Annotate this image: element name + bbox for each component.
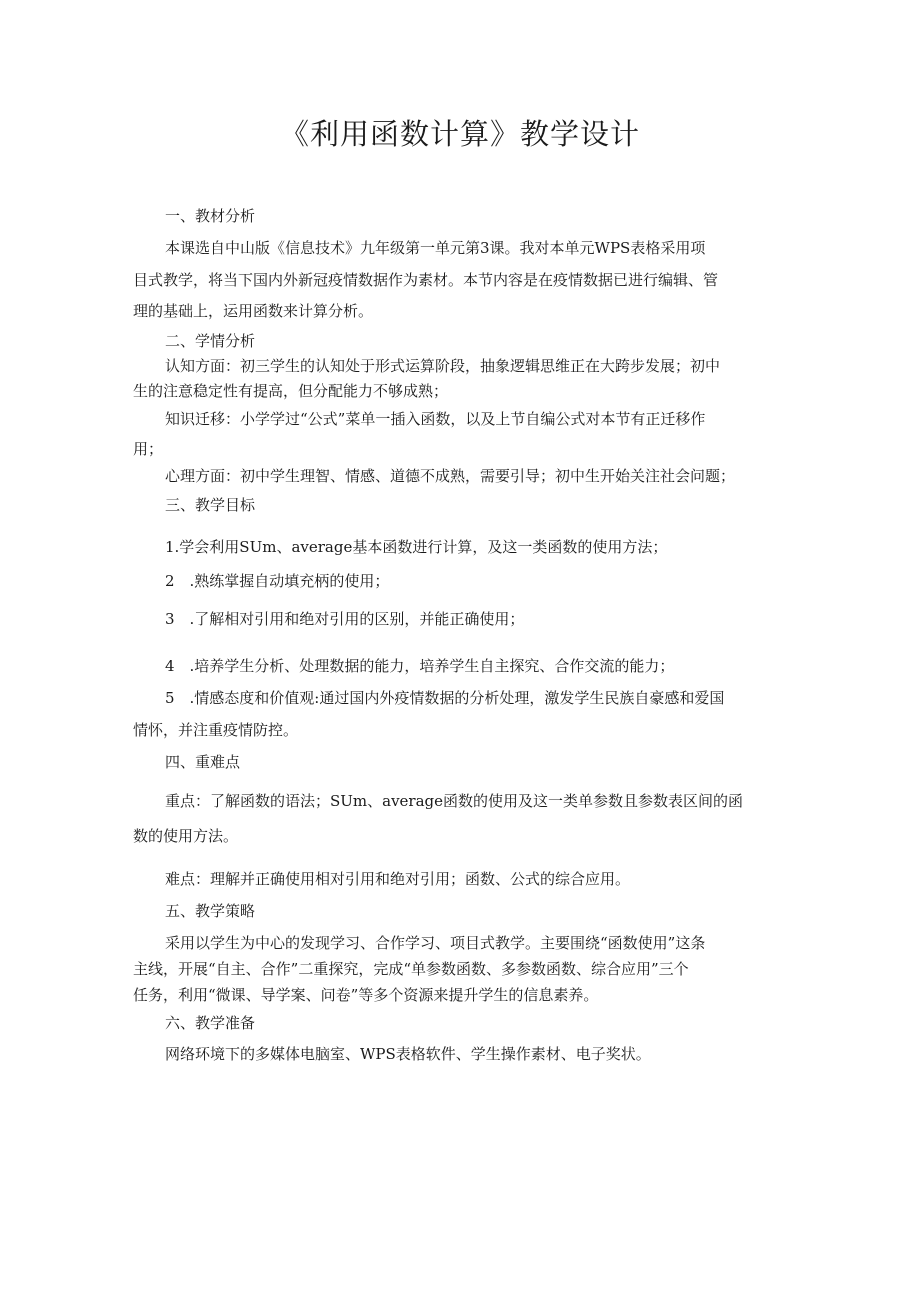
paragraph-line: 心理方面：初中学生理智、情感、道德不成熟，需要引导；初中生开始关注社会问题； xyxy=(165,467,736,485)
section-heading-4: 四、重难点 xyxy=(165,753,241,771)
paragraph-line: 任务，利用“微课、导学案、问卷”等多个资源来提升学生的信息素养。 xyxy=(133,986,599,1004)
paragraph-line: 目式教学，将当下国内外新冠疫情数据作为素材。本节内容是在疫情数据已进行编辑、管 xyxy=(133,271,719,289)
paragraph-line: 本课选自中山版《信息技术》九年级第一单元第3课。我对本单元WPS表格采用项 xyxy=(165,239,706,257)
paragraph-line: 重点：了解函数的语法；SUm、average函数的使用及这一类单参数且参数表区间的函 xyxy=(165,792,744,810)
paragraph-line: 情怀，并注重疫情防控。 xyxy=(133,721,299,739)
paragraph-line: 数的使用方法。 xyxy=(133,827,239,845)
paragraph-line: 理的基础上，运用函数来计算分析。 xyxy=(133,302,374,320)
objective-item: 3 .了解相对引用和绝对引用的区别，并能正确使用； xyxy=(165,610,525,628)
section-heading-1: 一、教材分析 xyxy=(165,207,256,225)
paragraph-line: 难点：理解并正确使用相对引用和绝对引用；函数、公式的综合应用。 xyxy=(165,870,631,888)
paragraph-line: 认知方面：初三学生的认知处于形式运算阶段，抽象逻辑思维正在大跨步发展；初中 xyxy=(165,357,721,375)
paragraph-line: 网络环境下的多媒体电脑室、WPS表格软件、学生操作素材、电子奖状。 xyxy=(165,1045,651,1063)
document-title: 《利用函数计算》教学设计 xyxy=(279,117,640,151)
objective-item: 1.学会利用SUm、average基本函数进行计算，及这一类函数的使用方法； xyxy=(165,538,668,556)
paragraph-line: 知识迁移：小学学过“公式”菜单一插入函数，以及上节自编公式对本节有正迁移作 xyxy=(165,410,706,428)
objective-item: 2 .熟练掌握自动填充柄的使用； xyxy=(165,572,390,590)
objective-item: 4 .培养学生分析、处理数据的能力，培养学生自主探究、合作交流的能力； xyxy=(165,657,675,675)
paragraph-line: 主线，开展“自主、合作”二重探究，完成“单参数函数、多参数函数、综合应用”三个 xyxy=(133,960,689,978)
paragraph-line: 用； xyxy=(133,440,164,458)
paragraph-line: 采用以学生为中心的发现学习、合作学习、项目式教学。主要围绕“函数使用”这条 xyxy=(165,934,706,952)
section-heading-6: 六、教学准备 xyxy=(165,1014,256,1032)
paragraph-line: 生的注意稳定性有提高，但分配能力不够成熟； xyxy=(133,382,449,400)
section-heading-3: 三、教学目标 xyxy=(165,496,256,514)
objective-item: 5 .情感态度和价值观:通过国内外疫情数据的分析处理，激发学生民族自豪感和爱国 xyxy=(165,689,725,707)
section-heading-2: 二、学情分析 xyxy=(165,332,256,350)
section-heading-5: 五、教学策略 xyxy=(165,902,256,920)
